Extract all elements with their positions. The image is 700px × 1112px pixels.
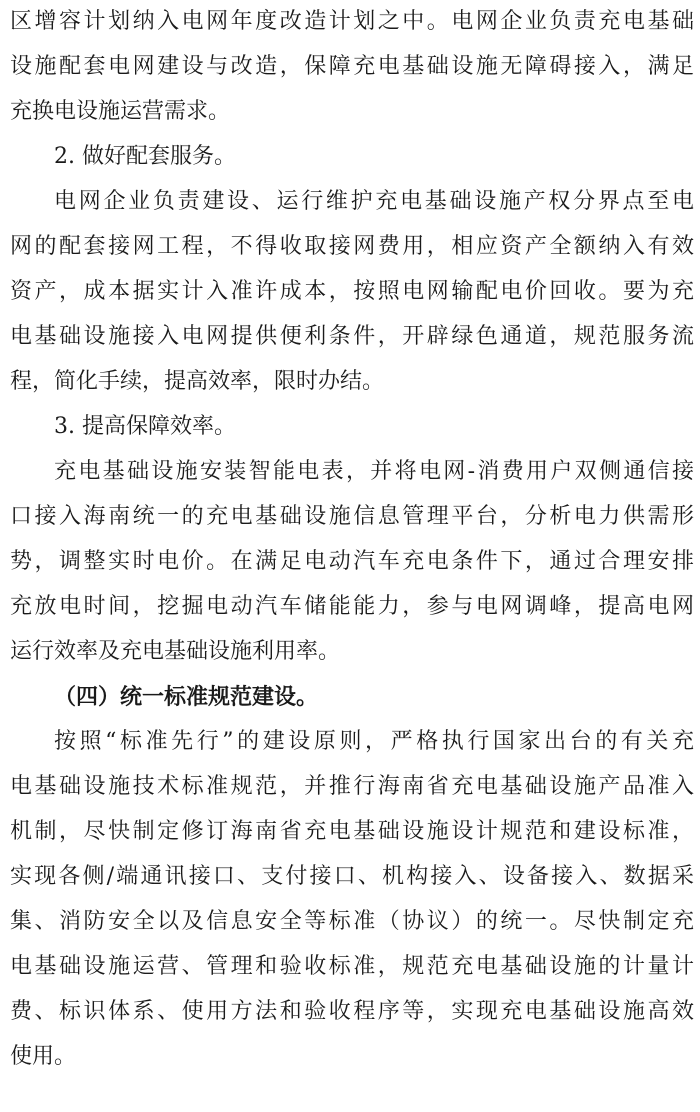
text-line: 势，调整实时电价。在满足电动汽车充电条件下，通过合理安排 [10, 549, 694, 574]
text-line: 口接入海南统一的充电基础设施信息管理平台，分析电力供需形 [10, 504, 694, 529]
section-heading: 2. 做好配套服务。 [54, 144, 236, 169]
text-line: 区增容计划纳入电网年度改造计划之中。电网企业负责充电基础 [10, 9, 694, 34]
text-line: 充放电时间，挖掘电动汽车储能能力，参与电网调峰，提高电网 [10, 594, 694, 619]
text-line: 费、标识体系、使用方法和验收程序等，实现充电基础设施高效 [10, 999, 694, 1024]
text-line: 网的配套接网工程，不得收取接网费用，相应资产全额纳入有效 [10, 234, 694, 259]
section-heading: 3. 提高保障效率。 [54, 414, 236, 439]
text-line: 电网企业负责建设、运行维护充电基础设施产权分界点至电 [54, 189, 694, 214]
text-line: 按照“标准先行”的建设原则，严格执行国家出台的有关充 [54, 729, 694, 754]
section-heading: （四）统一标准规范建设。 [54, 684, 319, 710]
text-line: 电基础设施运营、管理和验收标准，规范充电基础设施的计量计 [10, 954, 694, 979]
text-line: 使用。 [10, 1044, 77, 1069]
text-line: 实现各侧/端通讯接口、支付接口、机构接入、设备接入、数据采 [10, 864, 694, 889]
text-line: 充电基础设施安装智能电表，并将电网-消费用户双侧通信接 [54, 459, 694, 484]
text-line: 运行效率及充电基础设施利用率。 [10, 639, 341, 664]
text-line: 电基础设施技术标准规范，并推行海南省充电基础设施产品准入 [10, 774, 694, 799]
text-line: 机制，尽快制定修订海南省充电基础设施设计规范和建设标准， [10, 819, 694, 844]
text-line: 设施配套电网建设与改造，保障充电基础设施无障碍接入，满足 [10, 54, 694, 79]
text-line: 程，简化手续，提高效率，限时办结。 [10, 369, 385, 394]
text-line: 资产，成本据实计入准许成本，按照电网输配电价回收。要为充 [10, 279, 694, 304]
text-line: 充换电设施运营需求。 [10, 99, 231, 124]
text-line: 集、消防安全以及信息安全等标准（协议）的统一。尽快制定充 [10, 909, 694, 934]
text-line: 电基础设施接入电网提供便利条件，开辟绿色通道，规范服务流 [10, 324, 694, 349]
